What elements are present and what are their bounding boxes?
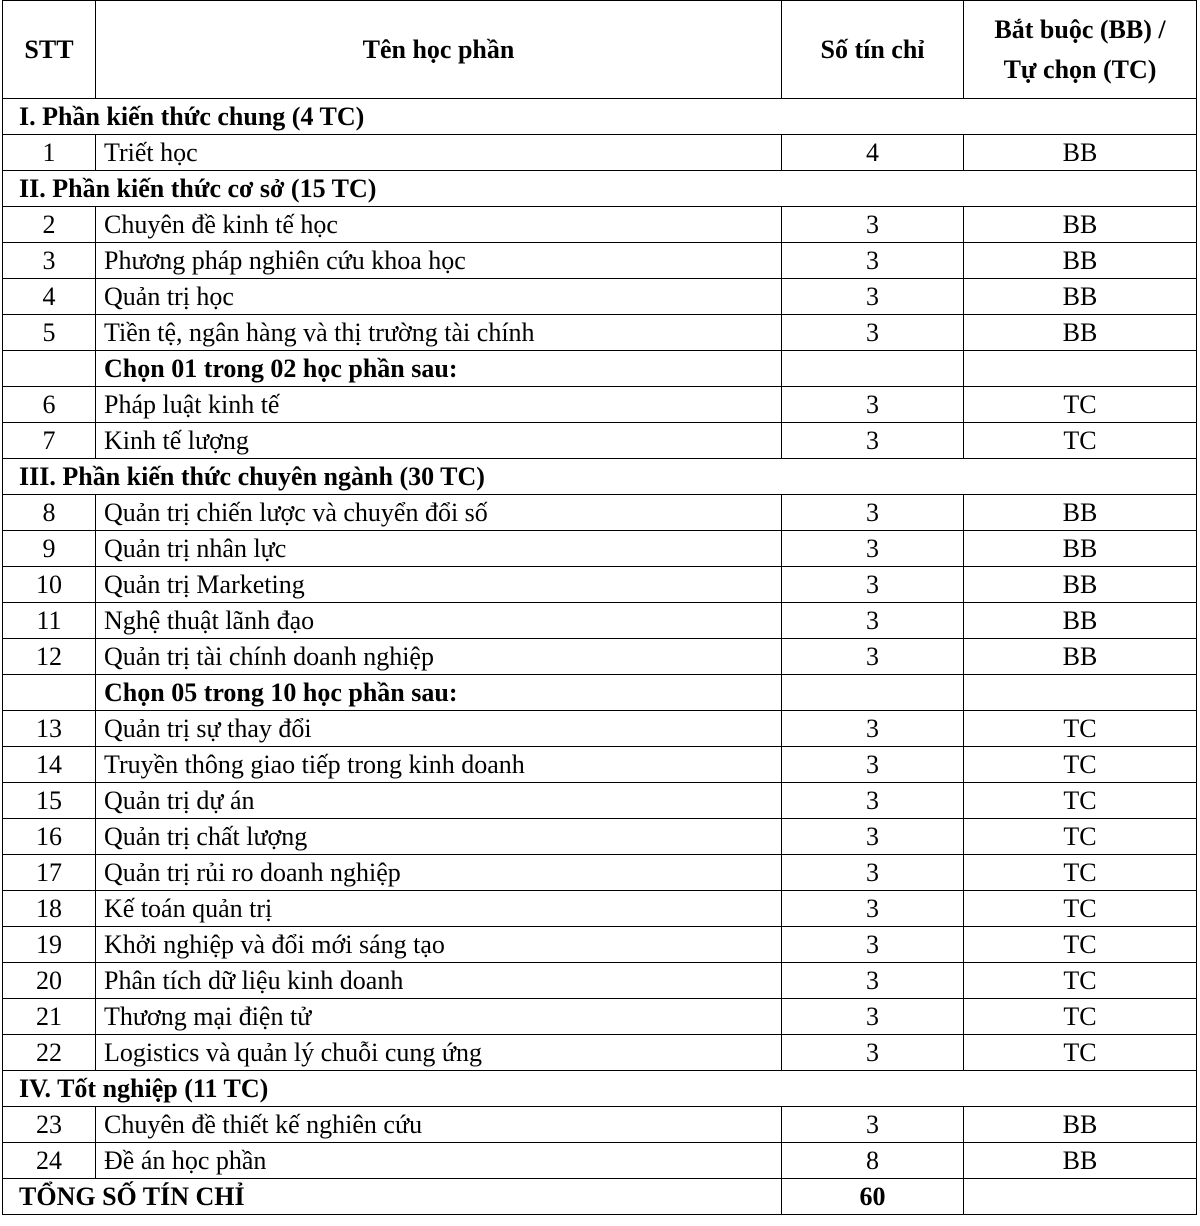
header-type xyxy=(964,1,1197,99)
total-type-empty xyxy=(964,1179,1197,1215)
table-row xyxy=(3,747,1197,783)
table-row xyxy=(3,243,1197,279)
elective-note: Chọn 01 trong 02 học phần sau: xyxy=(96,351,782,387)
credits-cell: 3 xyxy=(782,963,964,999)
type-cell: BB xyxy=(964,639,1197,675)
total-credits: 60 xyxy=(782,1179,964,1215)
type-cell: TC xyxy=(964,783,1197,819)
type-cell: TC xyxy=(964,819,1197,855)
table-row xyxy=(3,927,1197,963)
credits-cell: 3 xyxy=(782,1035,964,1071)
type-cell: TC xyxy=(964,999,1197,1035)
credits-cell: 3 xyxy=(782,567,964,603)
table-row xyxy=(3,819,1197,855)
type-cell: TC xyxy=(964,927,1197,963)
course-name-cell: Chuyên đề thiết kế nghiên cứu xyxy=(96,1107,782,1143)
stt-cell: 1 xyxy=(3,135,96,171)
section-row xyxy=(3,99,1197,135)
stt-cell: 15 xyxy=(3,783,96,819)
section-row xyxy=(3,1071,1197,1107)
stt-cell: 14 xyxy=(3,747,96,783)
credits-cell: 3 xyxy=(782,207,964,243)
stt-cell-empty xyxy=(3,675,96,711)
table-row xyxy=(3,531,1197,567)
stt-cell: 3 xyxy=(3,243,96,279)
course-name-cell: Pháp luật kinh tế xyxy=(96,387,782,423)
table-row xyxy=(3,315,1197,351)
elective-note-row xyxy=(3,351,1197,387)
credits-cell: 3 xyxy=(782,927,964,963)
course-name-cell: Quản trị sự thay đổi xyxy=(96,711,782,747)
stt-cell: 10 xyxy=(3,567,96,603)
header-type-line1: Bắt buộc (BB) / xyxy=(994,14,1166,44)
course-name-cell: Quản trị dự án xyxy=(96,783,782,819)
type-cell: TC xyxy=(964,1035,1197,1071)
header-type-line2: Tự chọn (TC) xyxy=(1003,54,1157,84)
section-label: III. Phần kiến thức chuyên ngành (30 TC) xyxy=(3,459,1197,495)
header-credits: Số tín chỉ xyxy=(782,1,964,99)
stt-cell: 11 xyxy=(3,603,96,639)
type-cell: BB xyxy=(964,531,1197,567)
credits-cell-empty xyxy=(782,675,964,711)
credits-cell: 3 xyxy=(782,999,964,1035)
course-name-cell: Quản trị nhân lực xyxy=(96,531,782,567)
header-course-name: Tên học phần xyxy=(96,1,782,99)
type-cell: TC xyxy=(964,423,1197,459)
credits-cell: 3 xyxy=(782,819,964,855)
course-name-cell: Thương mại điện tử xyxy=(96,999,782,1035)
credits-cell: 3 xyxy=(782,279,964,315)
credits-cell: 3 xyxy=(782,243,964,279)
credits-cell: 3 xyxy=(782,603,964,639)
stt-cell: 4 xyxy=(3,279,96,315)
credits-cell-empty xyxy=(782,351,964,387)
stt-cell: 2 xyxy=(3,207,96,243)
table-row xyxy=(3,1107,1197,1143)
type-cell: TC xyxy=(964,711,1197,747)
stt-cell: 17 xyxy=(3,855,96,891)
section-row xyxy=(3,171,1197,207)
credits-cell: 3 xyxy=(782,387,964,423)
total-label: TỔNG SỐ TÍN CHỈ xyxy=(3,1179,782,1215)
course-name-cell: Quản trị chất lượng xyxy=(96,819,782,855)
table-row xyxy=(3,891,1197,927)
table-body xyxy=(3,99,1197,1179)
type-cell: BB xyxy=(964,567,1197,603)
table-row xyxy=(3,495,1197,531)
type-cell: BB xyxy=(964,1143,1197,1179)
type-cell: BB xyxy=(964,315,1197,351)
type-cell: BB xyxy=(964,603,1197,639)
total-row xyxy=(3,1179,1197,1215)
table-row xyxy=(3,603,1197,639)
stt-cell: 9 xyxy=(3,531,96,567)
table-row xyxy=(3,567,1197,603)
section-label: IV. Tốt nghiệp (11 TC) xyxy=(3,1071,1197,1107)
type-cell: TC xyxy=(964,747,1197,783)
stt-cell: 22 xyxy=(3,1035,96,1071)
table-row xyxy=(3,1143,1197,1179)
type-cell: TC xyxy=(964,855,1197,891)
section-label: II. Phần kiến thức cơ sở (15 TC) xyxy=(3,171,1197,207)
elective-note: Chọn 05 trong 10 học phần sau: xyxy=(96,675,782,711)
course-name-cell: Quản trị rủi ro doanh nghiệp xyxy=(96,855,782,891)
credits-cell: 3 xyxy=(782,495,964,531)
credits-cell: 3 xyxy=(782,855,964,891)
stt-cell-empty xyxy=(3,351,96,387)
credits-cell: 3 xyxy=(782,783,964,819)
course-name-cell: Quản trị Marketing xyxy=(96,567,782,603)
course-name-cell: Kế toán quản trị xyxy=(96,891,782,927)
course-name-cell: Khởi nghiệp và đổi mới sáng tạo xyxy=(96,927,782,963)
stt-cell: 6 xyxy=(3,387,96,423)
credits-cell: 3 xyxy=(782,891,964,927)
elective-note-row xyxy=(3,675,1197,711)
course-name-cell: Đề án học phần xyxy=(96,1143,782,1179)
table-row xyxy=(3,279,1197,315)
header-stt: STT xyxy=(3,1,96,99)
credits-cell: 3 xyxy=(782,1107,964,1143)
table-row xyxy=(3,207,1197,243)
course-name-cell: Truyền thông giao tiếp trong kinh doanh xyxy=(96,747,782,783)
credits-cell: 3 xyxy=(782,639,964,675)
table-row xyxy=(3,999,1197,1035)
table-row xyxy=(3,423,1197,459)
stt-cell: 18 xyxy=(3,891,96,927)
stt-cell: 19 xyxy=(3,927,96,963)
type-cell: TC xyxy=(964,963,1197,999)
stt-cell: 21 xyxy=(3,999,96,1035)
table-row xyxy=(3,387,1197,423)
type-cell: BB xyxy=(964,243,1197,279)
credits-cell: 3 xyxy=(782,531,964,567)
stt-cell: 12 xyxy=(3,639,96,675)
credits-cell: 3 xyxy=(782,315,964,351)
stt-cell: 13 xyxy=(3,711,96,747)
credits-cell: 4 xyxy=(782,135,964,171)
table-row xyxy=(3,711,1197,747)
credits-cell: 3 xyxy=(782,747,964,783)
section-row xyxy=(3,459,1197,495)
type-cell: BB xyxy=(964,207,1197,243)
course-name-cell: Quản trị tài chính doanh nghiệp xyxy=(96,639,782,675)
type-cell-empty xyxy=(964,675,1197,711)
table-row xyxy=(3,639,1197,675)
stt-cell: 24 xyxy=(3,1143,96,1179)
stt-cell: 7 xyxy=(3,423,96,459)
course-name-cell: Quản trị chiến lược và chuyển đổi số xyxy=(96,495,782,531)
stt-cell: 16 xyxy=(3,819,96,855)
course-name-cell: Quản trị học xyxy=(96,279,782,315)
table-row xyxy=(3,1035,1197,1071)
credits-cell: 3 xyxy=(782,423,964,459)
credits-cell: 8 xyxy=(782,1143,964,1179)
stt-cell: 5 xyxy=(3,315,96,351)
type-cell: BB xyxy=(964,1107,1197,1143)
credits-cell: 3 xyxy=(782,711,964,747)
table-row xyxy=(3,135,1197,171)
course-name-cell: Logistics và quản lý chuỗi cung ứng xyxy=(96,1035,782,1071)
course-name-cell: Triết học xyxy=(96,135,782,171)
type-cell: TC xyxy=(964,891,1197,927)
type-cell-empty xyxy=(964,351,1197,387)
course-name-cell: Phương pháp nghiên cứu khoa học xyxy=(96,243,782,279)
type-cell: BB xyxy=(964,279,1197,315)
type-cell: TC xyxy=(964,387,1197,423)
stt-cell: 8 xyxy=(3,495,96,531)
table-row xyxy=(3,855,1197,891)
course-name-cell: Tiền tệ, ngân hàng và thị trường tài chính xyxy=(96,315,782,351)
stt-cell: 20 xyxy=(3,963,96,999)
table-row xyxy=(3,783,1197,819)
course-name-cell: Phân tích dữ liệu kinh doanh xyxy=(96,963,782,999)
stt-cell: 23 xyxy=(3,1107,96,1143)
type-cell: BB xyxy=(964,495,1197,531)
course-name-cell: Kinh tế lượng xyxy=(96,423,782,459)
table-row xyxy=(3,963,1197,999)
section-label: I. Phần kiến thức chung (4 TC) xyxy=(3,99,1197,135)
curriculum-table xyxy=(2,0,1197,1215)
header-row xyxy=(3,1,1197,99)
course-name-cell: Chuyên đề kinh tế học xyxy=(96,207,782,243)
course-name-cell: Nghệ thuật lãnh đạo xyxy=(96,603,782,639)
type-cell: BB xyxy=(964,135,1197,171)
